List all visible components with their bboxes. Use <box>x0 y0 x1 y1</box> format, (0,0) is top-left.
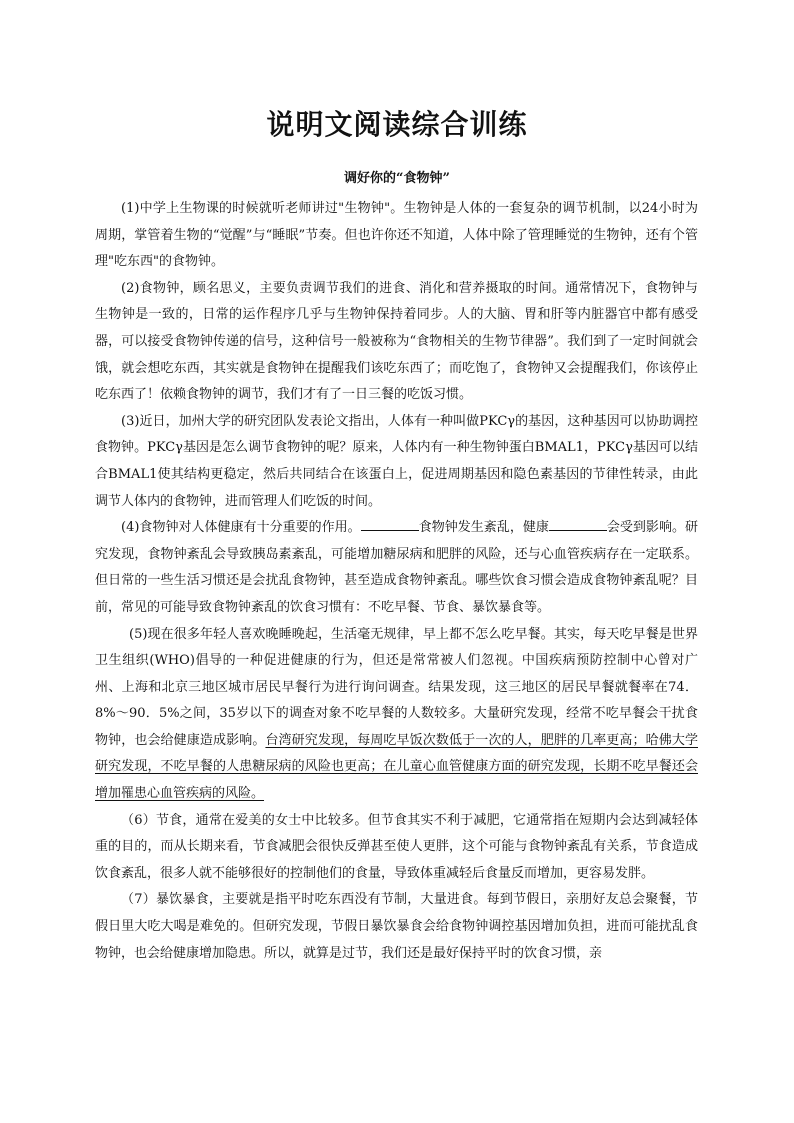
paragraph-4-part-a: (4)食物钟对人体健康有十分重要的作用。 <box>121 520 361 536</box>
paragraph-7: （7）暴饮暴食，主要就是指平时吃东西没有节制，大量进食。每到节假日，亲朋好友总会聚餐，节假日里大吃大喝是难免的。但研究发现，节假日暴饮暴食会给食物钟调控基因增加负担，进而可能扰乱食物钟，也会给健康增加隐患。所以，就算是过节，我们还是最好保持平时的饮食习惯，亲 <box>95 892 698 961</box>
underlined-passage: 台湾研究发现，每周吃早饭次数低于一次的人，肥胖的几率更高；哈佛大学研究发现，不吃早餐的人患糖尿病的风险也更高；在儿童心血管健康方面的研究发现，长期不吃早餐还会增加罹患心血管疾病的风险。 <box>95 732 698 802</box>
paragraph-1: (1)中学上生物课的时候就听老师讲过"生物钟"。生物钟是人体的一套复杂的调节机制，以24小时为周期，掌管着生物的“觉醒”与“睡眠”节奏。但也许你还不知道，人体中除了管理睡觉的生物钟，还有个管理"吃东西"的食物钟。 <box>95 201 698 270</box>
paragraph-6: （6）节食，通常在爱美的女士中比较多。但节食其实不利于减肥，它通常指在短期内会达到减轻体重的目的，而从长期来看，节食减肥会很快反弹甚至使人更胖，这个可能与食物钟紊乱有关系，节食造成饮食紊乱，很多人就不能够很好的控制他们的食量，导致体重减轻后食量反而增加，更容易发胖。 <box>95 812 698 881</box>
paragraph-5-part-a: (5)现在很多年轻人喜欢晚睡晚起，生活毫无规律，早上都不怎么吃早餐。其实，每天吃早餐是世界卫生组织(WHO)倡导的一种促进健康的行为，但还是常常被人们忽视。中国疾病预防控制中心曾对广州、上海和北京三地区城市居民早餐行为进行询问调查。结果发现，这三地区的居民早餐就餐率在74．8%～90．5%之间，35岁以下的调查对象不吃早餐的人数较多。大量研究发现，经常不吃早餐会干扰食物钟，也会给健康造成影响。 <box>95 626 698 748</box>
fill-blank-1[interactable] <box>361 516 419 531</box>
paragraph-4-part-c: 会受到影响。研究发现，食物钟紊乱会导致胰岛素紊乱，可能增加糖尿病和肥胖的风险，还与心血管疾病存在一定联系。但日常的一些生活习惯还是会扰乱食物钟，甚至造成食物钟紊乱。哪些饮食习惯会造成食物钟紊乱呢？目前，常见的可能导致食物钟紊乱的饮食习惯有：不吃早餐、节食、暴饮暴食等。 <box>95 520 698 615</box>
article-title: 调好你的“食物钟” <box>344 171 450 186</box>
paragraph-5 <box>95 622 698 808</box>
paragraph-4 <box>95 515 698 621</box>
paragraph-4-part-b: 食物钟发生紊乱，健康 <box>418 520 549 536</box>
fill-blank-2[interactable] <box>549 516 607 531</box>
paragraph-2: (2)食物钟，顾名思义，主要负责调节我们的进食、消化和营养摄取的时间。通常情况下，食物钟与生物钟是一致的，日常的运作程序几乎与生物钟保持着同步。人的大脑、胃和肝等内脏器官中都有感受器，可以接受食物钟传递的信号，这种信号一般被称为“食物相关的生物节律器”。我们到了一定时间就会饿，就会想吃东西，其实就是食物钟在提醒我们该吃东西了；而吃饱了，食物钟又会提醒我们，你该停止吃东西了！依赖食物钟的调节，我们才有了一日三餐的吃饭习惯。 <box>95 280 698 403</box>
paragraph-3: (3)近日，加州大学的研究团队发表论文指出，人体有一种叫做PKCγ的基因，这种基因可以协助调控食物钟。PKCγ基因是怎么调节食物钟的呢？原来，人体内有一种生物钟蛋白BMAL1，PKCγ基因可以结合BMAL1使其结构更稳定，然后共同结合在该蛋白上，促进周期基因和隐色素基因的节律性转录，由此调节人体内的食物钟，进而管理人们吃饭的时间。 <box>95 413 698 509</box>
article-body <box>95 196 698 967</box>
document-title: 说明文阅读综合训练 <box>266 108 528 141</box>
